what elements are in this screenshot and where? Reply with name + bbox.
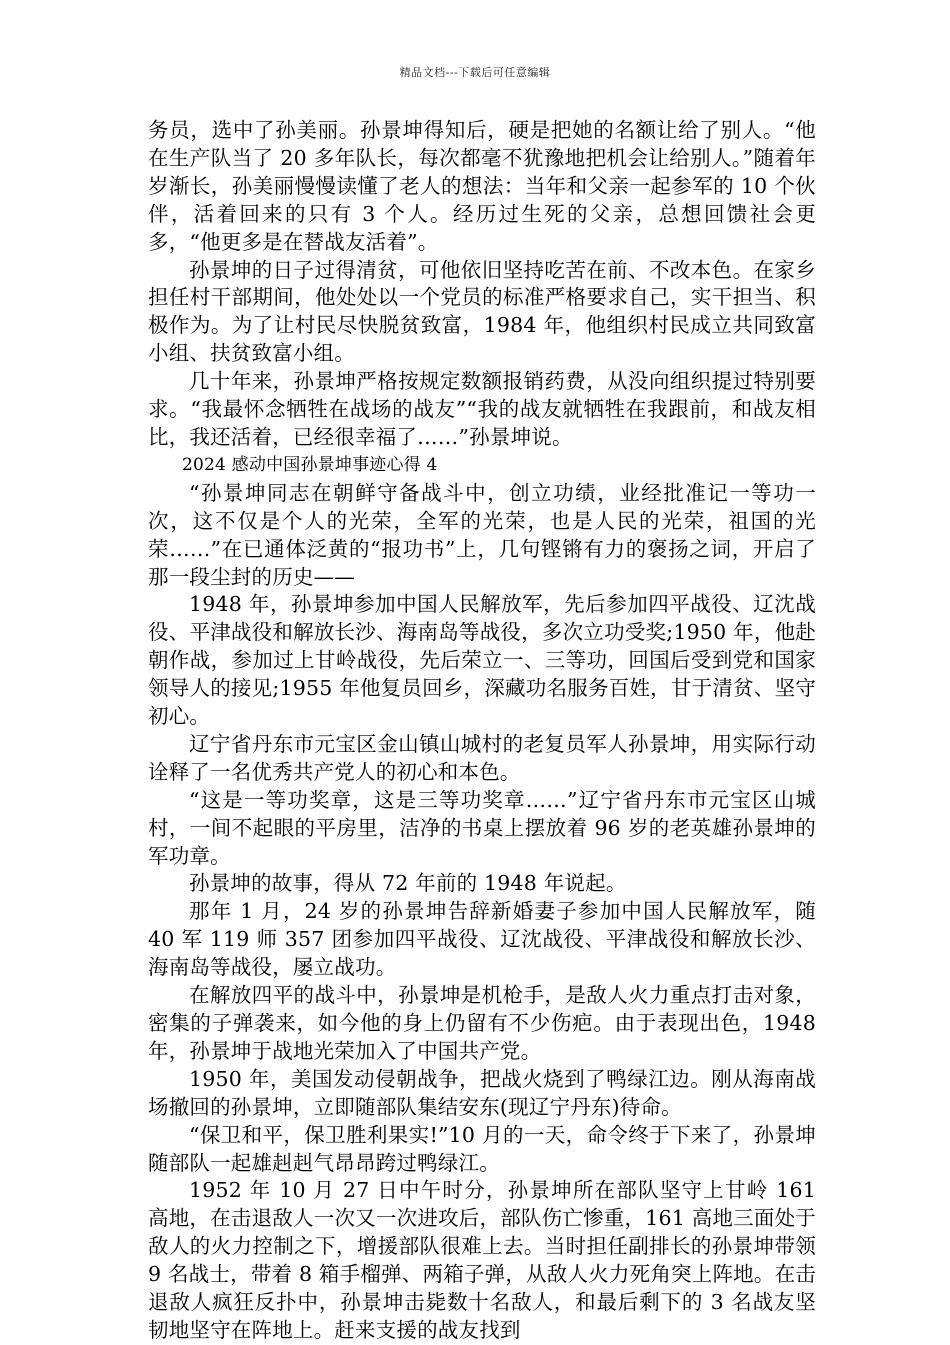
- paragraph: 那年 1 月，24 岁的孙景坤告辞新婚妻子参加中国人民解放军，随 40 军 119 师 357 团参加四平战役、辽沈战役、平津战役和解放长沙、海南岛等战役，屡立战功。: [148, 899, 816, 980]
- paragraph: 务员，选中了孙美丽。孙景坤得知后，硬是把她的名额让给了别人。“他在生产队当了 20 多年队长，每次都毫不犹豫地把机会让给别人。”随着年岁渐长，孙美丽慢慢读懂了老人的想法：当年和父亲一起参军的 10 个伙伴，活着回来的只有 3 个人。经历过生死的父亲，总想回馈社会更多，“他更多是在替战友活着”。: [148, 118, 816, 254]
- paragraph: 辽宁省丹东市元宝区金山镇山城村的老复员军人孙景坤，用实际行动诠释了一名优秀共产党人的初心和本色。: [148, 731, 816, 784]
- paragraph: “保卫和平，保卫胜利果实!”10 月的一天，命令终于下来了，孙景坤随部队一起雄赳赳气昂昂跨过鸭绿江。: [148, 1122, 816, 1175]
- paragraph: 孙景坤的故事，得从 72 年前的 1948 年说起。: [189, 871, 627, 896]
- paragraph: 1952 年 10 月 27 日中午时分，孙景坤所在部队坚守上甘岭 161 高地，在击退敌人一次又一次进攻后，部队伤亡惨重，161 高地三面处于敌人的火力控制之下，增援部队很难上去。当时担任副排长的孙景坤带领 9 名战士，带着 8 箱手榴弹、两箱子弹，从敌人火力死角突上阵地。在击退敌人疯狂反扑中，孙景坤击毙数十名敌人，和最后剩下的 3 名战友坚韧地坚守在阵地上。赶来支援的战友找到: [148, 1178, 816, 1342]
- page-header: 精品文档---下载后可任意编辑: [399, 66, 551, 79]
- paragraph: 几十年来，孙景坤严格按规定数额报销药费，从没向组织提过特别要求。“我最怀念牺牲在战场的战友”“我的战友就牺牲在我跟前，和战友相比，我还活着，已经很幸福了……”孙景坤说。: [148, 369, 816, 449]
- document-body: [148, 117, 816, 1345]
- paragraph: “孙景坤同志在朝鲜守备战斗中，创立功绩，业经批准记一等功一次，这不仅是个人的光荣，全军的光荣，也是人民的光荣，祖国的光荣……”在已通体泛黄的“报功书”上，几句铿锵有力的褒扬之词，开启了那一段尘封的历史——: [148, 480, 816, 589]
- paragraph: “这是一等功奖章，这是三等功奖章……”辽宁省丹东市元宝区山城村，一间不起眼的平房里，洁净的书桌上摆放着 96 岁的老英雄孙景坤的军功章。: [148, 787, 816, 868]
- paragraph: 1948 年，孙景坤参加中国人民解放军，先后参加四平战役、辽沈战役、平津战役和解放长沙、海南岛等战役，多次立功受奖;1950 年，他赴朝作战，参加过上甘岭战役，先后荣立一、三等功，回国后受到党和国家领导人的接见;1955 年他复员回乡，深藏功名服务百姓，甘于清贫、坚守初心。: [148, 592, 816, 729]
- paragraph: 1950 年，美国发动侵朝战争，把战火烧到了鸭绿江边。刚从海南战场撤回的孙景坤，立即随部队集结安东(现辽宁丹东)待命。: [148, 1066, 816, 1119]
- paragraph: 孙景坤的日子过得清贫，可他依旧坚持吃苦在前、不改本色。在家乡担任村干部期间，他处处以一个党员的标准严格要求自己，实干担当、积极作为。为了让村民尽快脱贫致富，1984 年，他组织村民成立共同致富小组、扶贫致富小组。: [148, 257, 816, 366]
- paragraph: 在解放四平的战斗中，孙景坤是机枪手，是敌人火力重点打击对象，密集的子弹袭来，如今他的身上仍留有不少伤疤。由于表现出色，1948 年，孙景坤于战地光荣加入了中国共产党。: [148, 983, 816, 1063]
- section-heading: 2024 感动中国孙景坤事迹心得 4: [182, 454, 438, 475]
